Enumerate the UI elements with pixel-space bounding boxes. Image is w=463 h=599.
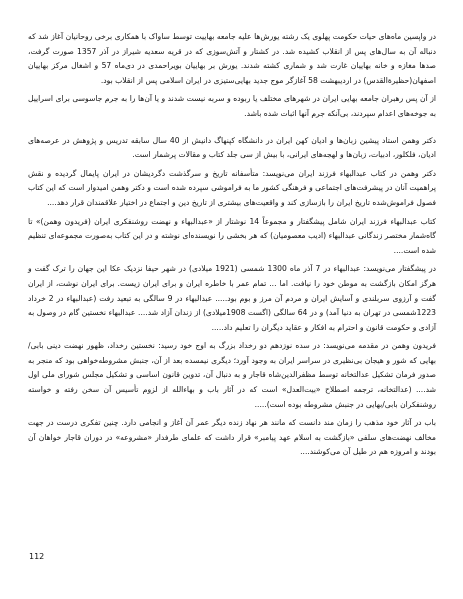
paragraph-bab-thought: باب در آثار خود مذهب را زمان مند دانست که مانند هر نهاد زنده دیگر عمر آن آغاز و انجامی دارد. چنین تفکری درست در جهت مخالف نهضت‌های سلفی «بازگشت به اسلام عهد پیامبر» قرار داشت که علمای طرفدار «مشروعه» در دوران قاجار خواهان آن بودند و امروزه هم در طیل آن می‌کوشند.... (28, 418, 436, 457)
paragraph-leaders-executed: از آن پس رهبران جامعه بهایی ایران در شهرهای مختلف یا ربوده و سربه نیست شدند و یا آن‌ها را به جرم جاسوسی برای اسراییل به جوخه‌های اعدام سپردند، بی‌آنکه جرم آنها اثبات شده باشد. (28, 94, 436, 118)
section-spacer (28, 122, 436, 134)
paragraph-introduction: فریدون وهمن در مقدمه می‌نویسد: در سده نوزدهم دو رخداد بزرگ به اوج خود رسید: نخستین رخداد، ظهور نهضت دینی بابی/بهایی که شور و هیجان بی‌نظیری در سراسر ایران به وجود آورد؛ دیگری نیمسده بعد از آن، جنبش مشروطه‌خواهی بود که منجر به صدور فرمان تشکیل عدالتخانه توسط مظفرالدین‌شاه قاجار و به دنبال آن، تدوین قانون اساسی و تشکیل مجلس شورای ملی اول شد.... (عدالتخانه، ترجمه اصطلاح «بیت‌العدل» است که در آثار باب و بهاءالله از لزوم تأسیس آن سخن رفته و خواسته روشنفکران بابی/بهایی در جنبش مشروطه بوده است)..... (28, 341, 436, 409)
paragraph-raids-on-bahais: در واپسین ماه‌های حیات حکومت پهلوی یک رشته یورش‌ها علیه جامعه بهاییت توسط ساواک با همکاری برخی روحانیان آغاز شد که دنباله آن به سال‌های پس از انقلاب کشیده شد. در کشتار و آتش‌سوزی که در قریه سعدیه شیراز در آذر 1357 صورت گرفت، صدها مغازه و خانه بهاییان غارت شد و شماری کشته شدند. یورش بر بهاییان بویراحمدی در دی‌ماه 57 و اشغال مرکز بهاییان اصفهان(حظیرةالقدس) در اردیبهشت 58 آغازگر موج جدید بهایی‌ستیزی در ایران اسلامی پس از انقلاب بود. (28, 32, 436, 85)
paragraph-book-contents: کتاب عبدالبهاء فرزند ایران شامل پیشگفتار و مجموعاً 14 نوشتار از «عبدالبهاء و نهضت روشنفکری ایران (فریدون وهمن)» تا گاه‌شمار مختصر زندگانی عبدالبهاء (ادیب معصومیان) که هر بخشی را نویسنده‌ای نوشته و در این کتاب به‌صورت مجموعه‌ای تنظیم شده است.... (28, 216, 436, 255)
paragraph-preface: در پیشگفتار می‌نویسد: عبدالبهاء در 7 آذر ماه 1300 شمسی (1921 میلادی) در شهر حیفا نزدیک عکا این جهان را ترک گفت و هرگز امکان بازگشت به موطن خود را نیافت. اما ... تمام عمر با خاطره ایران و برای ایران زیست. برای ایران نوشت، از ایران گفت و آرزوی سربلندی و آسایش ایران و مردم آن مرز و بوم بود..... عبدالبهاء در 9 سالگی به تبعید رفت (عبدالبهاء در 2 خرداد 1223شمسی در تهران به دنیا آمد) و در 64 سالگی (اگست 1908میلادی) از زندان آزاد شد.... عبدالبهاء نخستین گام در وصول به آزادی و حکومت قانون و احترام به افکار و عقاید دیگران را تعلیم داد..... (28, 264, 436, 332)
paragraph-author-bio: دکتر وهمن استاد پیشین زبان‌ها و ادیان کهن ایران در دانشگاه کپنهاگ دانیش از 40 سال سابقه تدریس و پژوهش در عرصه‌های ادیان، فلکلور، ادبیات، زبان‌ها و لهجه‌های ایرانی، با بیش از سی جلد کتاب و مقالات پرشمار است. (28, 135, 436, 160)
page-number: 112 (29, 552, 45, 561)
paragraph-book-purpose: دکتر وهمن در کتاب عبدالبهاء فرزند ایران می‌نویسد: متأسفانه تاریخ و سرگذشت دگردیشان در ایران پایمال گردیده و نقش پراهمیت آنان در پیشرفت‌های اجتماعی و فرهنگی کشور ما به فراموشی سپرده شده است و دکتر وهمن امیدوار است که این کتاب فصول فراموش‌شده تاریخ ایران را بازسازی کند و واقعیت‌های بیشتری از تاریخ دین و اجتماع در اختیار علاقمندان قرار دهد.... (28, 168, 436, 207)
document-page (28, 30, 436, 570)
